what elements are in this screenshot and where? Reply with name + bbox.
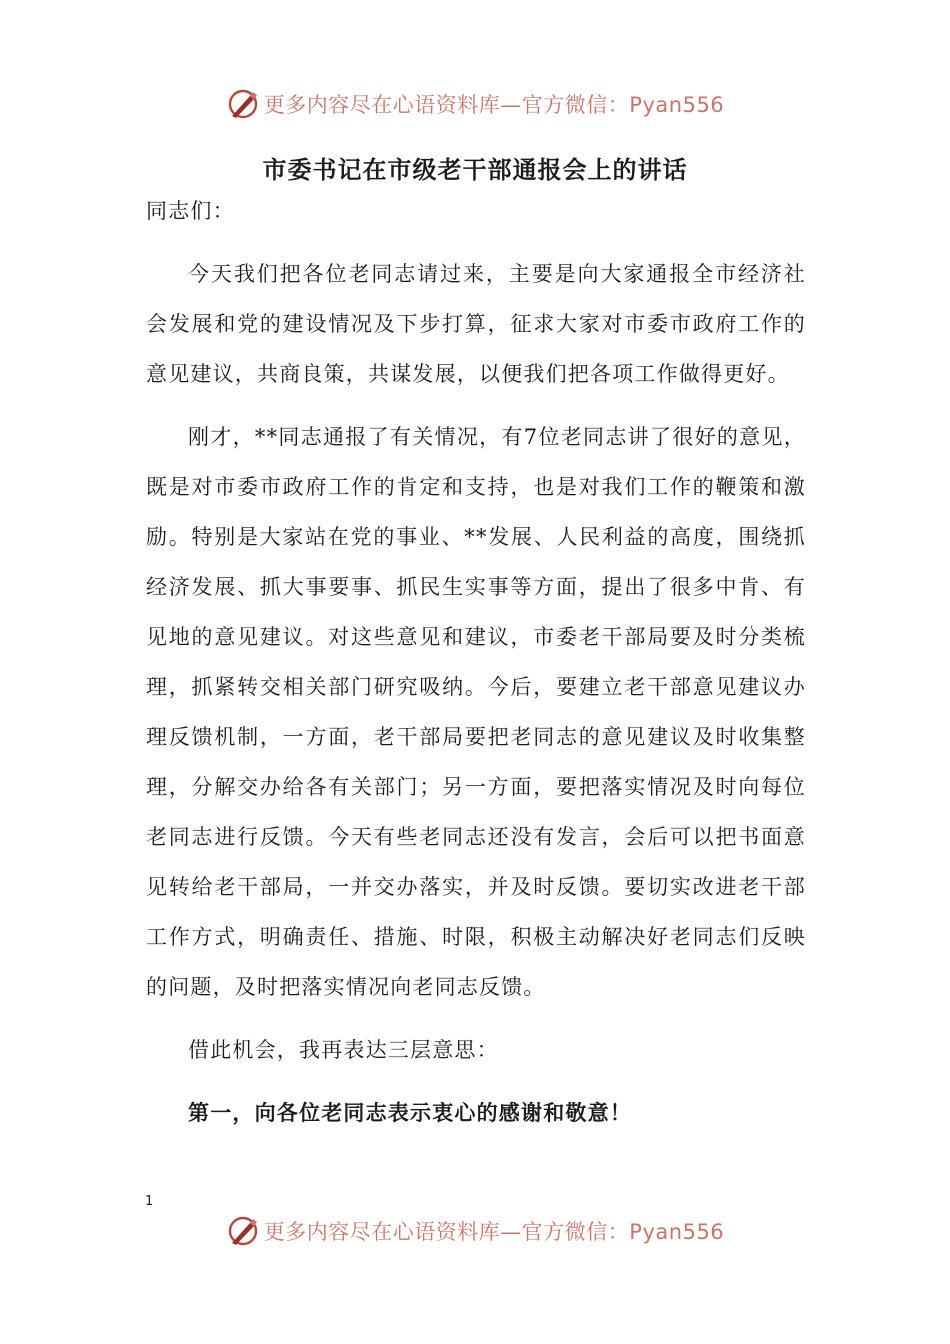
paragraph-2: 刚才，**同志通报了有关情况，有7位老同志讲了很好的意见，既是对市委市政府工作的肯定和支持，也是对我们工作的鞭策和激励。特别是大家站在党的事业、**发展、人民利益的高度，围绕抓经济发展、抓大事要事、抓民生实事等方面，提出了很多中肯、有见地的意见建议。对这些意见和建议，市委老干部局要及时分类梳理，抓紧转交相关部门研究吸纳。今后，要建立老干部意见建议办理反馈机制，一方面，老干部局要把老同志的意见建议及时收集整理，分解交办给各有关部门；另一方面，要把落实情况及时向每位老同志进行反馈。今天有些老同志还没有发言，会后可以把书面意见转给老干部局，一并交办落实，并及时反馈。要切实改进老干部工作方式，明确责任、措施、时限，积极主动解决好老同志们反映的问题，及时把落实情况向老同志反馈。 — [146, 425, 806, 999]
paragraph-1: 今天我们把各位老同志请过来，主要是向大家通报全市经济社会发展和党的建设情况及下步打算，征求大家对市委市政府工作的意见建议，共商良策，共谋发展，以便我们把各项工作做得更好。 — [146, 262, 806, 386]
page-number: 1 — [145, 1194, 154, 1209]
header-banner — [0, 84, 950, 124]
pen-logo-icon — [226, 87, 260, 121]
salutation: 同志们： — [146, 199, 235, 223]
pen-logo-icon — [226, 1214, 260, 1248]
footer-banner — [0, 1211, 950, 1251]
document-body — [146, 186, 806, 1138]
banner-text: 更多内容尽在心语资料库—官方微信：Pyan556 — [263, 1220, 725, 1244]
document-title: 市委书记在市级老干部通报会上的讲话 — [262, 156, 688, 184]
banner-text: 更多内容尽在心语资料库—官方微信：Pyan556 — [263, 93, 725, 117]
paragraph-3: 借此机会，我再表达三层意思： — [188, 1038, 499, 1062]
section-heading-1: 第一，向各位老同志表示衷心的感谢和敬意！ — [188, 1101, 632, 1125]
